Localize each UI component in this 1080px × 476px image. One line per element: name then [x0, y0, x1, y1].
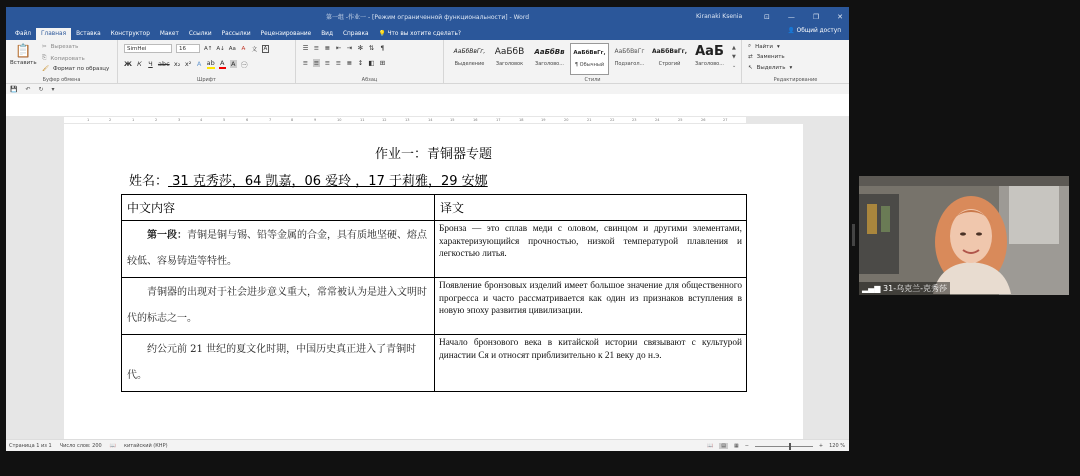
customize-qat-icon[interactable]: ▾ [51, 85, 55, 93]
clipboard-icon: 📋 [15, 44, 32, 59]
copy-icon: ⎘ [42, 55, 47, 61]
justify-icon[interactable]: ≡ [335, 59, 342, 67]
table-row [122, 278, 747, 335]
word-window [6, 7, 849, 451]
select-button[interactable]: ↖ Выделить ▾ [748, 65, 793, 71]
document-title: 作业一：青铜器专题 [374, 147, 492, 162]
horizontal-ruler[interactable] [6, 116, 849, 124]
ruler-number: 3 [178, 118, 181, 122]
ruler-number: 15 [450, 118, 455, 122]
find-label: Найти [755, 43, 773, 50]
replace-icon: ⇄ [748, 54, 753, 60]
ruler-number: 20 [564, 118, 569, 122]
tab-layout[interactable]: Макет [159, 31, 179, 37]
distributed-icon[interactable]: ≣ [346, 59, 353, 67]
maximize-button[interactable]: ❐ [812, 12, 820, 21]
chinese-text: 青铜是铜与锡、铅等金属的合金，具有质地坚硬、熔点较低、容易铸造等特性。 [127, 230, 427, 267]
search-icon: ⌕ [748, 43, 752, 49]
bullets-icon[interactable]: ☰ [302, 44, 309, 52]
styles-group [444, 40, 742, 84]
signal-bars-icon: ▂▄▆ [862, 284, 881, 293]
russian-cell[interactable]: Начало бронзового века в китайской истории связывают с культурой династии Ся и относят приблизительно к 21 веку до н.э. [435, 335, 747, 392]
editing-group [742, 40, 849, 84]
style-heading-1[interactable] [530, 43, 569, 75]
multilevel-list-icon[interactable]: ≣ [324, 44, 331, 52]
table-row [122, 335, 747, 392]
ruler-number: 9 [314, 118, 317, 122]
ruler-number: 5 [223, 118, 226, 122]
ruler-scale [64, 117, 746, 123]
ruler-number: 18 [519, 118, 524, 122]
char-shading-icon[interactable]: A [231, 60, 236, 68]
style-name: ¶ Обычный [574, 62, 605, 68]
zoom-slider[interactable] [755, 446, 813, 447]
zoom-slider-thumb[interactable] [789, 443, 791, 450]
borders-icon[interactable]: ⊞ [379, 59, 386, 67]
increase-indent-icon[interactable]: ⇥ [346, 44, 353, 52]
document-area[interactable] [12, 124, 849, 439]
names-label: 姓名： [129, 174, 169, 189]
align-center-icon[interactable]: ≡ [313, 59, 320, 67]
style-name: Выделение [454, 61, 485, 67]
style-preview: АаБбВвГг [614, 48, 645, 55]
ribbon-display-icon[interactable]: ⊡ [763, 12, 770, 21]
minimize-button[interactable]: — [787, 12, 795, 21]
ruler-number: 17 [496, 118, 501, 122]
quick-access-toolbar [6, 84, 849, 94]
ribbon-tabs [6, 26, 849, 40]
copy-label: Копировать [50, 55, 85, 62]
russian-cell[interactable]: Бронза — это сплав меди с оловом, свинцом и другими элементами, характеризующийся прочностью, низкой температурой плавления и легкостью литья. [435, 221, 747, 278]
window-controls [764, 13, 843, 21]
paragraph-lead: 第一段： [147, 230, 187, 241]
clear-format-icon[interactable]: A̶ [241, 45, 246, 52]
translation-table [121, 194, 747, 392]
share-button[interactable] [788, 28, 841, 34]
zoom-level[interactable]: 120 % [829, 443, 845, 449]
ruler-number: 19 [541, 118, 546, 122]
style-preview: АаБбВ [494, 47, 525, 57]
highlight-icon[interactable]: ab [206, 59, 215, 67]
chinese-text: 约公元前 21 世纪的夏文化时期，中国历史真正进入了青铜时代。 [127, 344, 417, 381]
tab-help[interactable]: Справка [342, 31, 369, 37]
ruler-number: 23 [632, 118, 637, 122]
zoom-out-button[interactable]: − [744, 443, 749, 449]
style-name: Заголово... [695, 61, 724, 67]
ruler-number: 16 [473, 118, 478, 122]
title-bar [6, 7, 849, 26]
ruler-number: 4 [200, 118, 203, 122]
grow-font-button[interactable]: A↑ [204, 45, 213, 52]
tab-home[interactable]: Главная [36, 28, 71, 40]
ruler-number: 13 [405, 118, 410, 122]
font-group-label: Шрифт [197, 77, 216, 83]
undo-icon[interactable]: ↶ [25, 85, 31, 93]
replace-button[interactable] [748, 54, 785, 60]
cursor-icon: ↖ [748, 65, 753, 71]
tab-view[interactable]: Вид [321, 31, 333, 37]
subscript-button[interactable]: x₂ [173, 60, 181, 68]
clipboard-group-label: Буфер обмена [42, 77, 81, 83]
ruler-number: 25 [678, 118, 683, 122]
style-name: Заголовок [495, 61, 524, 67]
italic-button[interactable]: К [137, 60, 142, 68]
chinese-cell[interactable] [122, 221, 435, 278]
tab-insert[interactable]: Вставка [76, 31, 101, 37]
ruler-number: 2 [155, 118, 158, 122]
status-bar [6, 439, 849, 451]
style-emphasis[interactable] [450, 43, 489, 75]
ruler-number: 1 [132, 118, 135, 122]
style-preview: АаБбВвГг, [453, 48, 486, 55]
close-button[interactable]: ✕ [837, 12, 843, 21]
decrease-indent-icon[interactable]: ⇤ [335, 44, 342, 52]
person-icon: 👤 [787, 28, 795, 34]
zoom-in-button[interactable]: + [818, 443, 824, 449]
redo-icon[interactable]: ↻ [38, 85, 44, 93]
student-names [129, 170, 488, 189]
page-count[interactable]: Страница 1 из 1 [9, 443, 52, 449]
tab-design[interactable]: Конструктор [110, 31, 150, 37]
brush-icon: 🖌 [42, 66, 49, 72]
style-strong[interactable] [650, 43, 689, 75]
tab-mailings[interactable]: Рассылки [221, 31, 251, 37]
ruler-number: 1 [87, 118, 90, 122]
participant-name-tag [859, 282, 950, 295]
ruler-number: 11 [360, 118, 365, 122]
webcam-tile[interactable] [859, 176, 1069, 295]
ribbon-home [6, 40, 849, 84]
style-heading[interactable] [490, 43, 529, 75]
copy-button[interactable] [42, 55, 85, 62]
style-subtitle[interactable] [610, 43, 649, 75]
style-preview: АаБбВв [534, 48, 565, 56]
ruler-number: 22 [610, 118, 615, 122]
find-button[interactable]: ⌕ Найти ▾ [748, 43, 780, 50]
signed-in-user[interactable]: Kiranaki Ksenia [696, 13, 743, 20]
print-layout-icon[interactable]: ▤ [721, 443, 726, 449]
chinese-text: 青铜器的出现对于社会进步意义重大，常常被认为是进入文明时代的标志之一。 [127, 287, 427, 324]
language[interactable]: китайский (КНР) [123, 443, 168, 449]
table-row [122, 221, 747, 278]
read-mode-icon[interactable]: 📖 [707, 443, 714, 449]
lightbulb-icon: 💡 [378, 31, 386, 37]
phonetic-guide-icon[interactable]: 文 [251, 46, 258, 53]
paste-label: Вставить [10, 60, 37, 66]
text-effects-icon[interactable]: A [196, 60, 202, 68]
style-name: Строгий [658, 61, 681, 67]
names-text: 31 克秀莎，64 凯嘉，06 爱玲 ，17 于莉雅，29 安娜 [172, 174, 488, 189]
format-painter-label: Формат по образцу [52, 66, 110, 72]
styles-scroll[interactable]: ▲ ▼ ⌄ [732, 45, 737, 69]
chinese-layout-icon[interactable]: ✻ [357, 44, 364, 52]
table-header-row [122, 195, 747, 221]
sort-icon[interactable]: ⇅ [368, 44, 375, 52]
tab-references[interactable]: Ссылки [188, 31, 212, 37]
chinese-cell[interactable] [122, 335, 435, 392]
font-group [118, 40, 296, 84]
numbering-icon[interactable]: ≡ [313, 44, 320, 52]
window-title: 第一组 -作业一 - [Режим ограниченной функциональности] - Word [325, 14, 529, 21]
font-name-combo[interactable]: SimHei [124, 44, 172, 53]
format-painter-button[interactable] [42, 66, 109, 72]
align-right-icon[interactable]: ≡ [324, 59, 331, 67]
webcam-video [859, 176, 1069, 295]
underline-button[interactable]: Ч [148, 60, 153, 68]
web-layout-icon[interactable]: ▦ [733, 443, 739, 449]
participant-name: 31-乌克兰-克秀莎 [883, 284, 947, 293]
line-spacing-icon[interactable]: ↕ [357, 59, 364, 67]
ruler-number: 10 [337, 118, 342, 122]
word-count[interactable]: Число слов: 200 [59, 443, 102, 449]
shading-icon[interactable]: ◧ [368, 59, 375, 67]
char-border-icon[interactable]: A [263, 45, 268, 52]
align-left-icon[interactable]: ≡ [302, 59, 309, 67]
document-page[interactable] [64, 124, 803, 439]
superscript-button[interactable]: x² [184, 60, 192, 68]
style-preview: АаБ [695, 44, 724, 59]
select-label: Выделить [756, 65, 786, 71]
pilcrow-icon[interactable]: ¶ [380, 44, 385, 52]
ruler-number: 7 [269, 118, 272, 122]
tell-me-box[interactable] [374, 28, 466, 40]
style-name: Подзагол... [614, 61, 645, 67]
ruler-number: 27 [723, 118, 728, 122]
header-translation: 译文 [435, 195, 747, 221]
cut-label: Вырезать [50, 44, 79, 50]
paragraph-group-label: Абзац [361, 77, 378, 83]
tell-me-label: Что вы хотите сделать? [387, 31, 461, 37]
style-normal[interactable] [570, 43, 609, 75]
change-case-button[interactable]: Aa [228, 45, 236, 52]
proofing-icon[interactable]: 📖 [109, 443, 116, 449]
styles-group-label: Стили [584, 77, 601, 83]
save-icon[interactable]: 💾 [10, 85, 18, 93]
enclose-chars-icon[interactable]: ㊀ [241, 60, 248, 69]
paragraph-group [296, 40, 444, 84]
tab-review[interactable]: Рецензирование [260, 31, 312, 37]
replace-label: Заменить [756, 54, 785, 60]
ruler-number: 24 [655, 118, 660, 122]
shrink-font-button[interactable]: A↓ [216, 45, 225, 52]
scissors-icon: ✂ [42, 44, 47, 50]
font-size-combo[interactable]: 16 [176, 44, 200, 53]
panel-resize-handle[interactable] [852, 224, 855, 246]
ruler-number: 21 [587, 118, 592, 122]
ruler-number: 26 [701, 118, 706, 122]
style-preview: АаБбВвГг, [651, 48, 688, 55]
ruler-number: 8 [291, 118, 294, 122]
ruler-number: 2 [109, 118, 112, 122]
ruler-number: 6 [246, 118, 249, 122]
share-label: Общий доступ [796, 28, 841, 34]
cut-button[interactable] [42, 44, 78, 50]
tab-file[interactable]: Файл [15, 31, 32, 37]
clipboard-group [6, 40, 118, 84]
bold-button[interactable]: Ж [124, 60, 132, 68]
style-preview: АаБбВвГг, [573, 50, 606, 56]
style-name: Заголово... [535, 61, 564, 67]
strikethrough-button[interactable]: abc [157, 60, 170, 68]
editing-group-label: Редактирование [773, 77, 818, 83]
header-chinese: 中文内容 [122, 195, 435, 221]
font-color-icon[interactable]: A [220, 59, 225, 67]
names-value [168, 174, 488, 189]
style-heading-big[interactable] [690, 43, 729, 75]
ruler-number: 12 [382, 118, 387, 122]
russian-cell[interactable]: Появление бронзовых изделий имеет большое значение для общественного прогресса и часто рассматривается как один из признаков вступления в новую эпоху развития цивилизации. [435, 278, 747, 335]
paste-button[interactable] [10, 44, 37, 66]
ruler-number: 14 [428, 118, 433, 122]
chinese-cell[interactable] [122, 278, 435, 335]
